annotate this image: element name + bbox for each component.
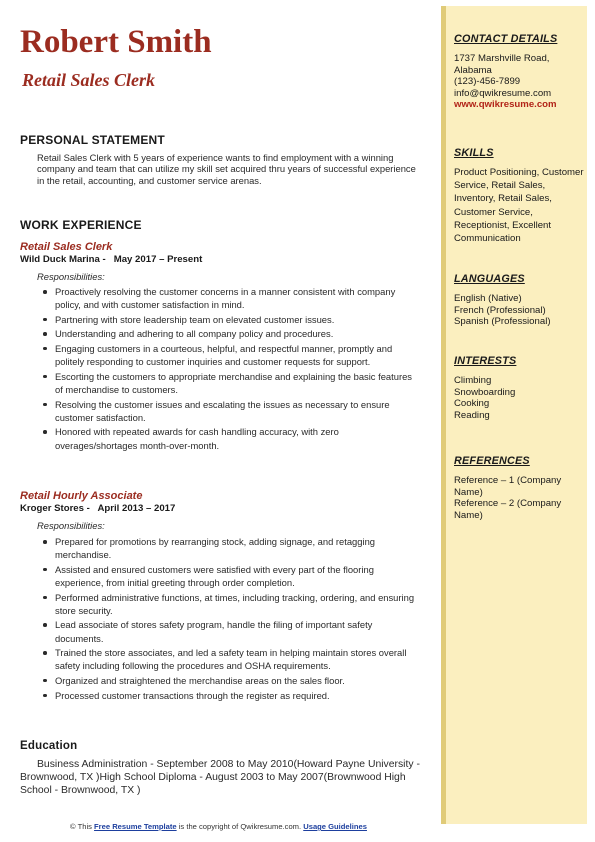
candidate-name: Robert Smith <box>20 24 212 60</box>
bullet-item: Honored with repeated awards for cash handling accuracy, with zero overages/shortages month-over-month. <box>40 425 420 451</box>
work-experience-heading: WORK EXPERIENCE <box>20 218 142 232</box>
free-resume-template-link[interactable]: Free Resume Template <box>94 822 177 831</box>
education-text: Business Administration - September 2008 to May 2010(Howard Payne University - Brownwood, TX )High School Diploma - August 2003 to May 2007(Brownwood High School - Brownwood, TX ) <box>20 759 420 797</box>
language-item: French (Professional) <box>454 304 546 316</box>
bullet-item: Escorting the customers to appropriate merchandise and explaining the basic features of merchandise to customers. <box>40 370 420 396</box>
job-title: Retail Sales Clerk <box>20 241 113 253</box>
skills-text: Product Positioning, Customer Service, Retail Sales, Inventory, Retail Sales, Customer Service, Receptionist, Excellent Communication <box>454 167 584 245</box>
bullet-item: Performed administrative functions, at times, including tracking, ordering, and ensuring store security. <box>40 591 420 617</box>
job-company-dates: Wild Duck Marina - May 2017 – Present <box>20 254 203 265</box>
interest-item: Reading <box>454 409 490 421</box>
languages-heading: LANGUAGES <box>454 273 525 285</box>
language-item: Spanish (Professional) <box>454 316 551 328</box>
bullet-item: Assisted and ensured customers were satisfied with every part of the flooring experience, from initial greeting through order completion. <box>40 563 420 589</box>
interests-list <box>454 375 582 421</box>
address-line: Alabama <box>454 64 492 76</box>
candidate-role: Retail Sales Clerk <box>22 70 156 90</box>
address-line: 1737 Marshville Road, <box>454 53 550 64</box>
skills-heading: SKILLS <box>454 147 494 159</box>
job-bullets <box>40 285 420 453</box>
phone-number: (123)-456-7899 <box>454 76 521 88</box>
references-list <box>454 475 586 521</box>
interest-item: Cooking <box>454 398 490 410</box>
website-link[interactable]: www.qwikresume.com <box>454 99 557 111</box>
bullet-item: Trained the store associates, and led a safety team in helping maintain stores overall safety including following the procedures and OSHA requirements. <box>40 646 420 672</box>
references-heading: REFERENCES <box>454 455 530 467</box>
bullet-item: Proactively resolving the customer concerns in a manner consistent with company policy, and with customer satisfaction in mind. <box>40 285 420 311</box>
personal-statement-text: Retail Sales Clerk with 5 years of experience wants to find employment with a winning company and team that can utilize my skill set acquired thru years of successful experience in the retail, accounting, and customer service arenas. <box>37 152 416 186</box>
sidebar <box>441 6 587 824</box>
responsibilities-label: Responsibilities: <box>37 271 105 282</box>
bullet-item: Partnering with store leadership team on elevated customer issues. <box>40 313 420 326</box>
usage-guidelines-link[interactable]: Usage Guidelines <box>303 822 367 831</box>
footer-prefix: © This <box>70 822 95 831</box>
responsibilities-label: Responsibilities: <box>37 520 105 531</box>
interest-item: Climbing <box>454 375 492 386</box>
bullet-item: Resolving the customer issues and escalating the issues as necessary to ensure customer satisfaction. <box>40 398 420 424</box>
job-title: Retail Hourly Associate <box>20 490 143 502</box>
contact-details-heading: CONTACT DETAILS <box>454 33 558 45</box>
bullet-item: Engaging customers in a courteous, helpful, and respectful manner, promptly and politely responding to customer inquiries and customer requests for support. <box>40 342 420 368</box>
bullet-item: Processed customer transactions through the register as required. <box>40 689 420 702</box>
bullet-item: Prepared for promotions by rearranging stock, adding signage, and retagging merchandise. <box>40 535 420 561</box>
languages-list <box>454 293 582 328</box>
reference-item: Reference – 2 (Company Name) <box>454 498 562 521</box>
language-item: English (Native) <box>454 293 522 304</box>
contact-details <box>454 53 582 111</box>
footer-middle: is the copyright of Qwikresume.com. <box>176 822 304 831</box>
interest-item: Snowboarding <box>454 386 516 398</box>
personal-statement-heading: PERSONAL STATEMENT <box>20 133 165 147</box>
footer <box>0 822 437 831</box>
education-heading: Education <box>20 740 78 752</box>
job-bullets <box>40 535 420 703</box>
bullet-item: Lead associate of stores safety program, handle the filing of important safety documents. <box>40 618 420 644</box>
job-company-dates: Kroger Stores - April 2013 – 2017 <box>20 503 176 514</box>
email-address[interactable]: info@qwikresume.com <box>454 87 552 99</box>
reference-item: Reference – 1 (Company Name) <box>454 475 562 498</box>
interests-heading: INTERESTS <box>454 355 517 367</box>
bullet-item: Organized and straightened the merchandise areas on the sales floor. <box>40 674 420 687</box>
bullet-item: Understanding and adhering to all company policy and procedures. <box>40 327 420 340</box>
